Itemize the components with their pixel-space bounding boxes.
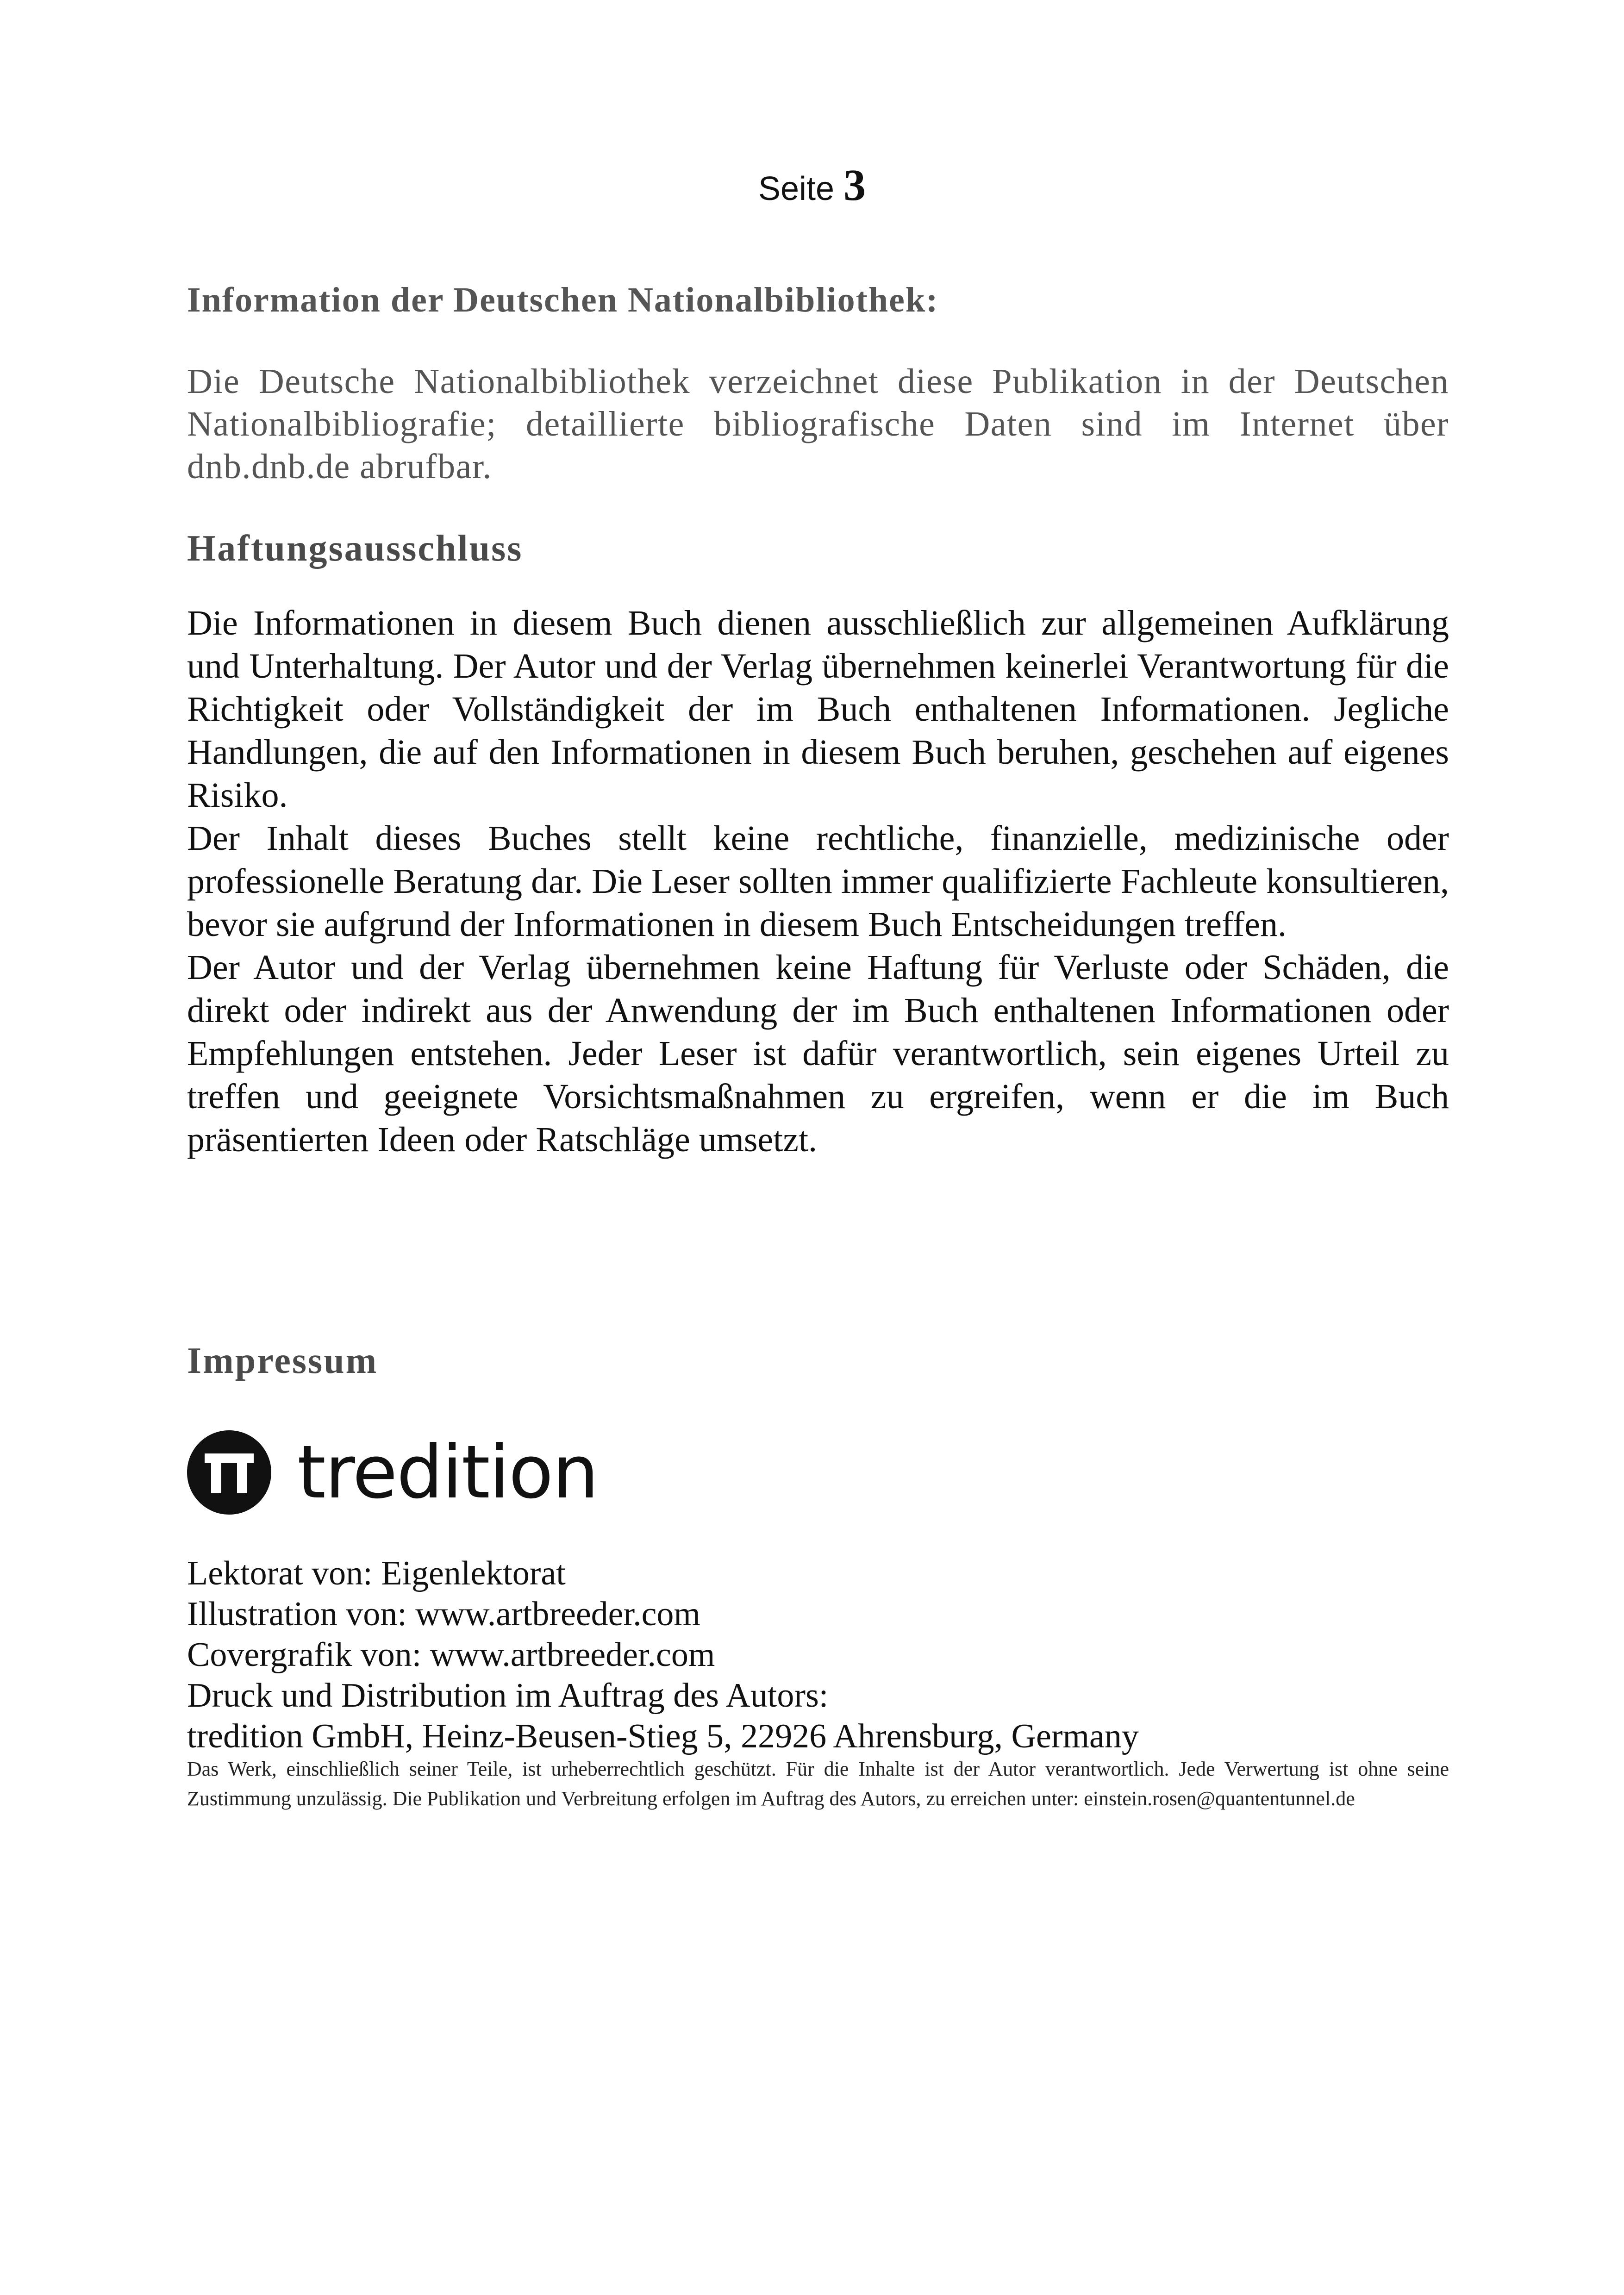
tredition-logo-icon (187, 1430, 271, 1515)
disclaimer-paragraph: Der Inhalt dieses Buches stellt keine rechtliche, finanzielle, medizinische oder professionelle Beratung dar. Die Leser sollten immer qualifizierte Fachleute konsultieren, bevor sie aufgrund der Informationen in diesem Buch Entscheidungen treffen. (187, 819, 1449, 944)
disclaimer-paragraph: Die Informationen in diesem Buch dienen ausschließlich zur allgemeinen Aufklärung und Unterhaltung. Der Autor und der Verlag übernehmen keinerlei Verantwortung für die Richtigkeit oder Vollständigkeit der im Buch enthaltenen Informationen. Jegliche Handlungen, die auf den Informationen in diesem Buch beruhen, geschehen auf eigenes Risiko. (187, 604, 1449, 815)
page-number-header (0, 160, 1624, 210)
disclaimer-body (187, 602, 1449, 1161)
impressum-line: Illustration von: www.artbreeder.com (187, 1595, 700, 1633)
copyright-notice: Das Werk, einschließlich seiner Teile, ist urheberrechtlich geschützt. Für die Inhalte ist der Autor verantwortlich. Jede Verwertung ist ohne seine Zustimmung unzulässig. Die Publikation und Verbreitung erfolgen im Auftrag des Autors, zu erreichen unter: einstein.rosen@quantentunnel.de (187, 1758, 1449, 1810)
page-label: Seite (758, 170, 835, 207)
tredition-logo-text: tredition (297, 1430, 598, 1515)
disclaimer-heading: Haftungsausschluss (187, 528, 523, 569)
disclaimer-paragraph: Der Autor und der Verlag übernehmen keine Haftung für Verluste oder Schäden, die direkt oder indirekt aus der Anwendung der im Buch enthaltenen Informationen oder Empfehlungen entstehen. Jeder Leser ist dafür verantwortlich, sein eigenes Urteil zu treffen und geeignete Vorsichtsmaßnahmen zu ergreifen, wenn er die im Buch präsentierten Ideen oder Ratschläge umsetzt. (187, 948, 1449, 1159)
impressum-line: Druck und Distribution im Auftrag des Autors: (187, 1677, 829, 1715)
impressum-line: Lektorat von: Eigenlektorat (187, 1554, 566, 1592)
impressum-details (187, 1553, 1449, 1757)
impressum-line: tredition GmbH, Heinz-Beusen-Stieg 5, 22926 Ahrensburg, Germany (187, 1717, 1139, 1755)
impressum-heading: Impressum (187, 1341, 378, 1381)
dnb-info-heading: Information der Deutschen Nationalbibliothek: (187, 281, 939, 319)
dnb-info-text: Die Deutsche Nationalbibliothek verzeichnet diese Publikation in der Deutschen Nationalbibliografie; detaillierte bibliografische Daten sind im Internet über dnb.dnb.de abrufbar. (187, 362, 1449, 486)
impressum-line: Covergrafik von: www.artbreeder.com (187, 1636, 715, 1674)
page-number: 3 (843, 160, 866, 210)
tredition-logo (187, 1430, 598, 1515)
